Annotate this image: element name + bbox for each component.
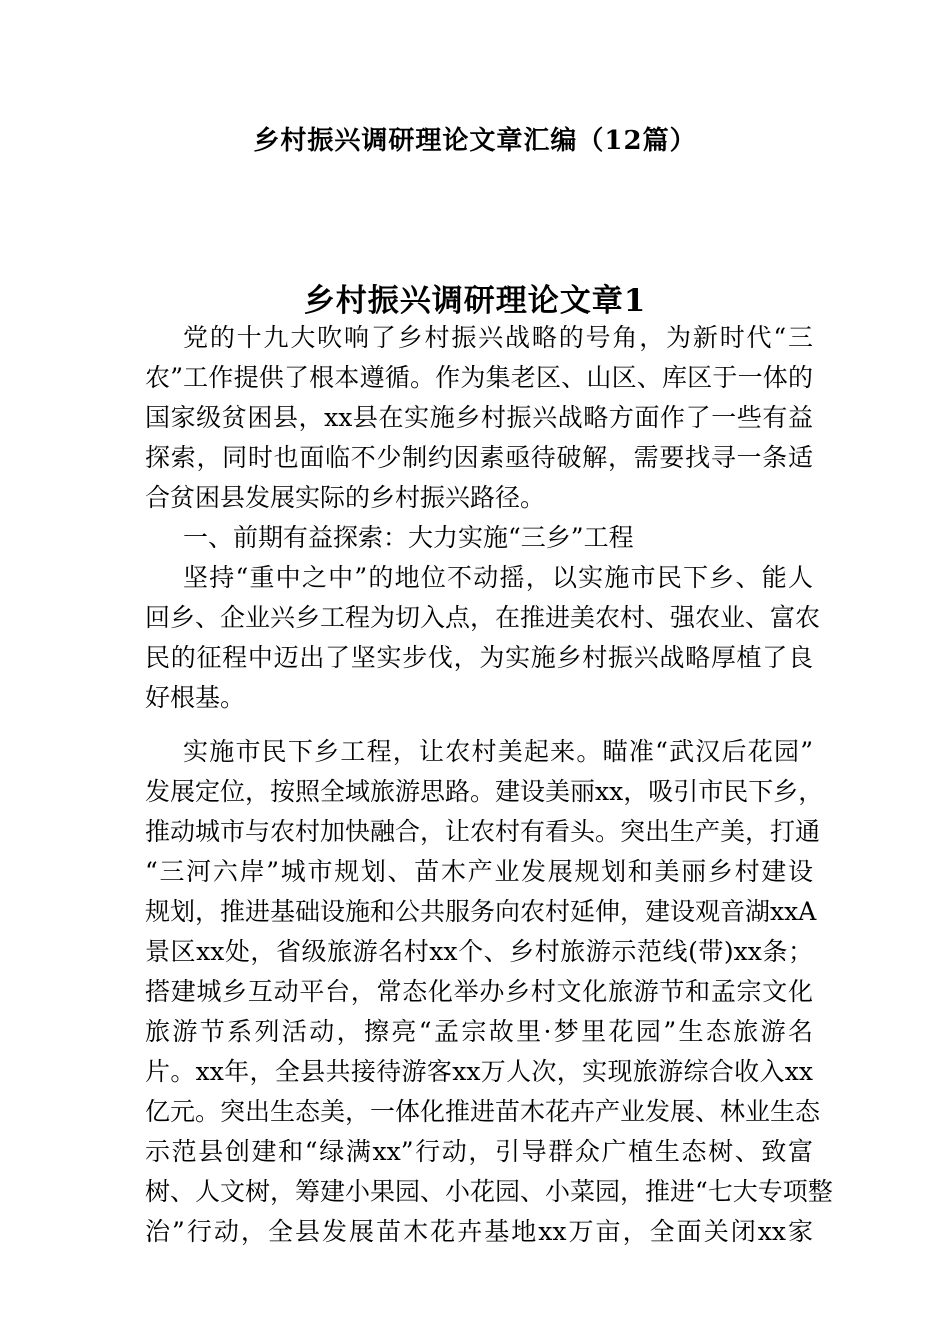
text-line: 一、前期有益探索：大力实施“三乡”工程 xyxy=(183,523,634,552)
text-line: 规划，推进基础设施和公共服务向农村延伸，建设观音湖xxA xyxy=(145,897,817,926)
text-line: 治”行动，全县发展苗木花卉基地xx万亩，全面关闭xx家 xyxy=(145,1217,813,1246)
text-line: 片。xx年，全县共接待游客xx万人次，实现旅游综合收入xx xyxy=(145,1057,813,1086)
text-line: 实施市民下乡工程，让农村美起来。瞄准“武汉后花园” xyxy=(183,737,813,766)
text-line: 发展定位，按照全域旅游思路。建设美丽xx，吸引市民下乡， xyxy=(145,777,824,806)
paragraph xyxy=(145,318,813,518)
text-line: 搭建城乡互动平台，常态化举办乡村文化旅游节和孟宗文化 xyxy=(145,977,813,1006)
text-line: 景区xx处，省级旅游名村xx个、乡村旅游示范线(带)xx条； xyxy=(145,937,813,966)
text-line: 好根基。 xyxy=(145,683,246,712)
text-line: 国家级贫困县，xx县在实施乡村振兴战略方面作了一些有益 xyxy=(145,403,813,432)
text-line: “三河六岸”城市规划、苗木产业发展规划和美丽乡村建设 xyxy=(145,857,813,886)
text-line: 民的征程中迈出了坚实步伐，为实施乡村振兴战略厚植了良 xyxy=(145,643,813,672)
text-line: 党的十九大吹响了乡村振兴战略的号角，为新时代“三 xyxy=(183,323,813,352)
paragraph xyxy=(145,732,833,1252)
article-title: 乡村振兴调研理论文章1 xyxy=(303,283,647,319)
text-line: 坚持“重中之中”的地位不动摇，以实施市民下乡、能人 xyxy=(183,563,813,592)
text-line: 农”工作提供了根本遵循。作为集老区、山区、库区于一体的 xyxy=(145,363,813,392)
text-line: 示范县创建和“绿满xx”行动，引导群众广植生态树、致富 xyxy=(145,1137,813,1166)
text-line: 亿元。突出生态美，一体化推进苗木花卉产业发展、林业生态 xyxy=(145,1097,821,1126)
text-line: 树、人文树，筹建小果园、小花园、小菜园，推进“七大专项整 xyxy=(145,1177,833,1206)
section-heading xyxy=(145,518,813,558)
text-line: 合贫困县发展实际的乡村振兴路径。 xyxy=(145,483,546,512)
text-line: 旅游节系列活动，擦亮“孟宗故里·梦里花园”生态旅游名 xyxy=(145,1017,813,1046)
text-line: 推动城市与农村加快融合，让农村有看头。突出生产美，打通 xyxy=(145,817,821,846)
document-title: 乡村振兴调研理论文章汇编（12篇） xyxy=(253,126,697,156)
article-body xyxy=(145,318,833,1252)
text-line: 探索，同时也面临不少制约因素亟待破解，需要找寻一条适 xyxy=(145,443,813,472)
paragraph-spacer xyxy=(145,718,813,732)
text-line: 回乡、企业兴乡工程为切入点，在推进美农村、强农业、富农 xyxy=(145,603,821,632)
paragraph xyxy=(145,558,821,718)
